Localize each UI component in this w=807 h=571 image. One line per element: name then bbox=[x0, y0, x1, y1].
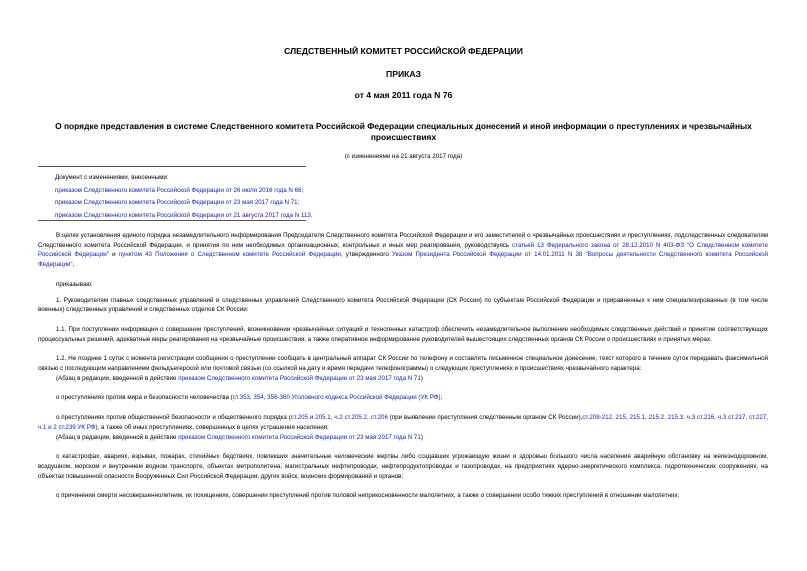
public-order-articles-link[interactable]: ст.208-212, 215, 215.1, 215.2, 215.3, ч.3 ст.216, ч.3 ст.217, ст.227, ч.1 и 2 ст.239 УК РФ bbox=[38, 414, 768, 431]
amendment-link-2016-66[interactable]: приказом Следственного комитета Российской Федерации от 26 июля 2016 года N 66; bbox=[55, 186, 304, 194]
preamble-paragraph bbox=[38, 231, 768, 270]
amendment-note bbox=[38, 433, 768, 443]
clause-1-2: 1.2. Не позднее 1 суток с момента регистрации сообщения о преступлении сообщать в центральный аппарат СК России по телефону и составлять письменное специальное донесение, текст которого в течение суток передавать факсимильной связью с последующим направлением фельдъегерской или почтовой связью (со ссылкой на дату и время передачи телефонограммы) о следующих преступлениях и происшествиях чрезвычайного характера: bbox=[38, 355, 768, 373]
order-word: приказываю: bbox=[56, 280, 93, 288]
clause-1: 1. Руководителям главных следственных управлений и следственных управлений Следственного комитета Российской Федерации (СК России) по субъектам Российской Федерации и приравненных к ним специализированных (в том числе военных) следственных управлений и следственных отделов СК России: bbox=[38, 296, 768, 314]
document-title: О порядке представления в системе Следственного комитета Российской Федерации специальных донесений и иной информации о преступлениях и чрезвычайных происшествиях bbox=[55, 121, 752, 142]
amendment-note bbox=[38, 374, 768, 384]
presidential-decree-link[interactable]: Указом Президента Российской Федерации от 14.01.2011 N 38 "Вопросы деятельности Следственного комитета Российской Федерации" bbox=[38, 251, 768, 269]
preamble-text: , утвержденного bbox=[340, 251, 393, 259]
clause-text: о преступлениях против общественной безопасности и общественного порядка ( bbox=[56, 414, 291, 422]
edition-note: (с изменениями на 21 августа 2017 года) bbox=[344, 153, 463, 160]
agency-name: СЛЕДСТВЕННЫЙ КОМИТЕТ РОССИЙСКОЙ ФЕДЕРАЦИИ bbox=[284, 46, 523, 56]
minors-clause: о причинении смерти несовершеннолетним, их похищениях, совершении преступлений против половой неприкосновенности малолетних, а также о совершении особо тяжких преступлений в отношении малолетних; bbox=[56, 492, 680, 500]
preamble-text: , bbox=[72, 261, 75, 269]
crimes-against-peace bbox=[38, 393, 768, 403]
note-text: ) bbox=[420, 433, 423, 441]
law-403-fz-link[interactable]: статьей 13 Федерального закона от 28.12.2010 N 403-ФЗ "О Следственном комитете Российской Федерации" bbox=[38, 241, 768, 259]
amendments-box bbox=[55, 172, 313, 222]
regulation-point-43-link[interactable]: пунктом 43 Положения о Следственном комитете Российской Федерации bbox=[118, 251, 341, 259]
note-amendment-link[interactable]: приказом Следственного комитета Российской Федерации от 23 мая 2017 года N 71 bbox=[178, 374, 421, 382]
clause-text: (при выявлении преступления следственным органом СК России), bbox=[387, 414, 583, 422]
preamble-text: и bbox=[108, 251, 119, 259]
clause-1-1: 1.1. При поступлении информации о совершении преступлений, возникновении чрезвычайных ситуаций и техногенных катастроф обеспечить незамедлительное выполнение необходимых следственных действий и принятие соответствующих процессуальных решений, адекватные меры реагирования на чрезвычайные происшествия, а также оперативное информирование руководителей вышестоящих следственных органов СК России о происшествиях и принятых мерах. bbox=[38, 325, 768, 343]
catastrophes-clause: о катастрофах, авариях, взрывах, пожарах, стихийных бедствиях, повлекших значительные человеческие жертвы либо создавших угрожающую жизни и здоровью большого числа населения аварийную обстановку на железнодорожном, воздушном, морском и внутреннем водном транспорте, объектах метрополитена, магистральных нефтепроводах, нефтепродуктопроводах и газопроводах, на предприятиях ядерно-энергетического комплекса, гидротехнических сооружениях, на объектах повышенной опасности Вооруженных Сил Российской Федерации, других войск, воинских формирований и органов; bbox=[38, 453, 768, 480]
amendment-link-2017-113[interactable]: приказом Следственного комитета Российской Федерации от 21 августа 2017 года N 113. bbox=[55, 211, 313, 219]
note-text: (Абзац в редакции, введенной в действие bbox=[56, 374, 179, 382]
amendment-link-2017-71[interactable]: приказом Следственного комитета Российской Федерации от 23 мая 2017 года N 71; bbox=[55, 199, 300, 207]
note-text: (Абзац в редакции, введенной в действие bbox=[56, 433, 179, 441]
clause-text: ; bbox=[440, 394, 443, 402]
note-text: ) bbox=[420, 374, 423, 382]
crimes-against-public-safety bbox=[38, 413, 768, 432]
clause-text: о преступлениях против мира и безопасности человечества ( bbox=[56, 394, 233, 402]
amendments-top-rule bbox=[38, 166, 306, 167]
criminal-code-articles-link[interactable]: ст.353, 354, 356-360 Уголовного кодекса Российской Федерации (УК РФ) bbox=[232, 394, 441, 402]
terrorism-articles-link[interactable]: ст.205 и 205.1, ч.2 ст.205.2, ст.206 bbox=[290, 414, 388, 422]
amendments-intro: Документ с изменениями, внесенными: bbox=[55, 174, 169, 181]
document-date-number: от 4 мая 2011 года N 76 bbox=[354, 90, 453, 100]
clause-text: ), а также об иных преступлениях, совершенных в целях устрашения населения; bbox=[95, 423, 329, 431]
document-body bbox=[38, 231, 768, 501]
document-type: ПРИКАЗ bbox=[386, 69, 421, 79]
amendments-bottom-rule bbox=[38, 220, 306, 221]
preamble-text: В целях установления единого порядка незамедлительного информирования Председателя Следственного комитета Российской Федерации и его заместителей о чрезвычайных происшествиях и преступлениях, подследственных следователям Следственного комитета Российской Федерации, и принятия по ним необходимых организационных, контрольных и иных мер реагирования, руководствуясь bbox=[38, 232, 768, 249]
note-amendment-link[interactable]: приказом Следственного комитета Российской Федерации от 23 мая 2017 года N 71 bbox=[178, 433, 421, 441]
